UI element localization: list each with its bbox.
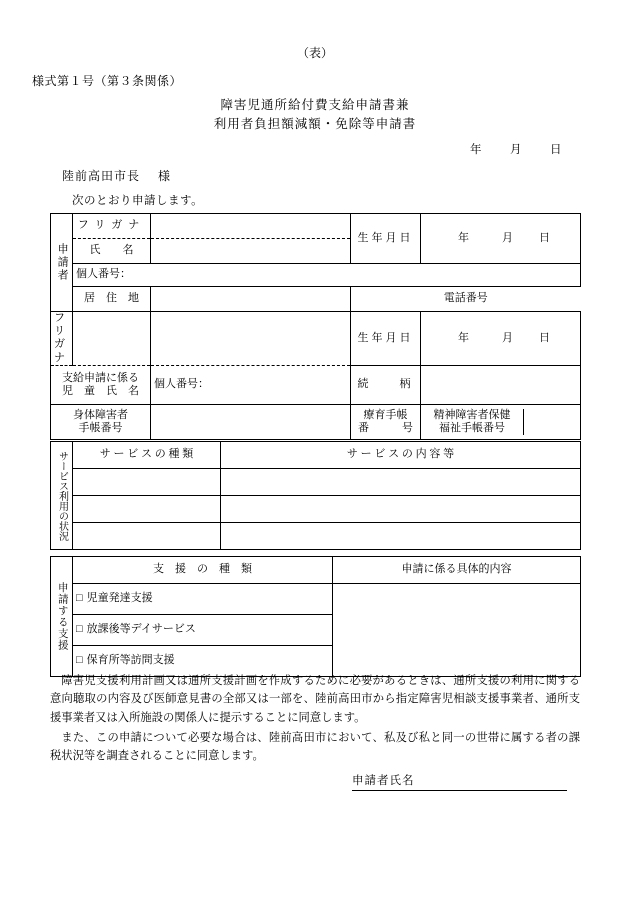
table-row [51,312,581,366]
child-furigana-spacer [151,312,351,366]
service-type-value[interactable] [73,523,221,550]
service-side-label: サービス利用の状況 [51,442,73,550]
child-birth-value[interactable]: 年 月 日 [421,312,581,366]
table-row [51,557,581,584]
application-date [470,141,600,157]
table-row [51,287,581,312]
physical-handbook-label: 身体障害者 手帳番号 [51,404,151,439]
table-row [51,214,581,239]
child-personal-number-cell[interactable]: 個人番号： [151,365,351,404]
lead-text: 次のとおり申請します。 [72,195,204,207]
support-option-jidouhattatsu[interactable] [73,584,333,615]
consent-paragraph-1: 障害児支援利用計画又は通所支援計画を作成するために必要があるときは、通所支援の利用に関する意向聴取の内容及び医師意見書の全部又は一部を、陸前高田市から指定障害児相談支援事業者、通所支援事業者又は入所施設の関係人に提示することに同意します。 [50,675,580,724]
service-type-header: サ ー ビ ス の 種 類 [73,442,221,469]
service-content-value[interactable] [221,496,581,523]
title-line-2: 利用者負担額減額・免除等申請書 [213,116,417,131]
personal-number-cell[interactable]: 個人番号： [73,264,581,287]
mental-handbook-value[interactable] [524,409,581,435]
furigana-value[interactable] [151,214,351,239]
residence-value[interactable] [151,287,351,312]
table-row [51,264,581,287]
date-month-label: 月 [510,144,522,156]
support-option-label: 放課後等デイサービス [86,623,196,636]
addressee-honorific: 様 [158,169,172,183]
name-label: 氏 名 [73,239,151,264]
signature-line[interactable] [352,772,567,791]
child-birth-label: 生年月日 [351,312,421,366]
support-detail-value[interactable] [333,584,581,677]
table-row [51,469,581,496]
service-usage-table [50,441,581,550]
furigana-label: フリガナ [73,214,151,239]
birth-label: 生年月日 [351,214,421,264]
support-side-label: 申請する支援 [51,557,73,677]
signature-label: 申請者氏名 [352,775,415,787]
service-content-header: サ ー ビ ス の 内 容 等 [221,442,581,469]
relation-label: 続 柄 [351,365,421,404]
ryoiku-handbook-label: 療育手帳 番 号 [351,404,421,439]
table-row [51,442,581,469]
birth-value[interactable]: 年 月 日 [421,214,581,264]
child-furigana-label: フリガナ [51,312,73,366]
checkbox-icon[interactable]: □ [76,592,83,605]
page-title [0,96,630,134]
table-row [51,404,581,439]
support-request-table [50,556,581,677]
checkbox-icon[interactable]: □ [76,623,83,636]
consent-paragraph-2: また、この申請について必要な場合は、陸前高田市において、私及び私と同一の世帯に属する者の課税状況等を調査されることに同意します。 [50,731,580,763]
support-type-header: 支 援 の 種 類 [73,557,333,584]
relation-value[interactable] [421,365,581,404]
date-year-label: 年 [470,144,482,156]
table-row [51,496,581,523]
child-name-label: 支給申請に係る 児 童 氏 名 [51,365,151,404]
support-detail-header: 申請に係る具体的内容 [333,557,581,584]
omote-label: （表） [296,46,333,60]
mental-handbook-cell[interactable] [421,404,581,439]
service-type-value[interactable] [73,496,221,523]
table-row [51,365,581,404]
residence-label: 居 住 地 [73,287,151,312]
applicant-side-label: 申請者 [51,214,73,312]
addressee-name: 陸前高田市長 [62,169,141,183]
title-line-1: 障害児通所給付費支給申請書兼 [220,98,410,112]
service-content-value[interactable] [221,469,581,496]
applicant-table [50,213,581,440]
service-content-value[interactable] [221,523,581,550]
child-furigana-value[interactable] [73,312,151,366]
phone-label: 電話番号 [443,292,488,305]
service-type-value[interactable] [73,469,221,496]
support-option-houkago[interactable] [73,615,333,646]
physical-handbook-value[interactable] [151,404,351,439]
consent-section [50,672,580,767]
date-day-label: 日 [550,144,562,156]
form-number: 様式第１号（第３条関係） [32,74,183,88]
checkbox-icon[interactable]: □ [76,654,83,667]
table-row [51,523,581,550]
support-option-label: 児童発達支援 [86,592,153,605]
support-option-label: 保育所等訪問支援 [86,654,175,667]
addressee [62,167,171,184]
mental-handbook-label: 精神障害者保健 福祉手帳番号 [421,409,524,435]
name-value[interactable] [151,239,351,264]
table-row [51,584,581,615]
